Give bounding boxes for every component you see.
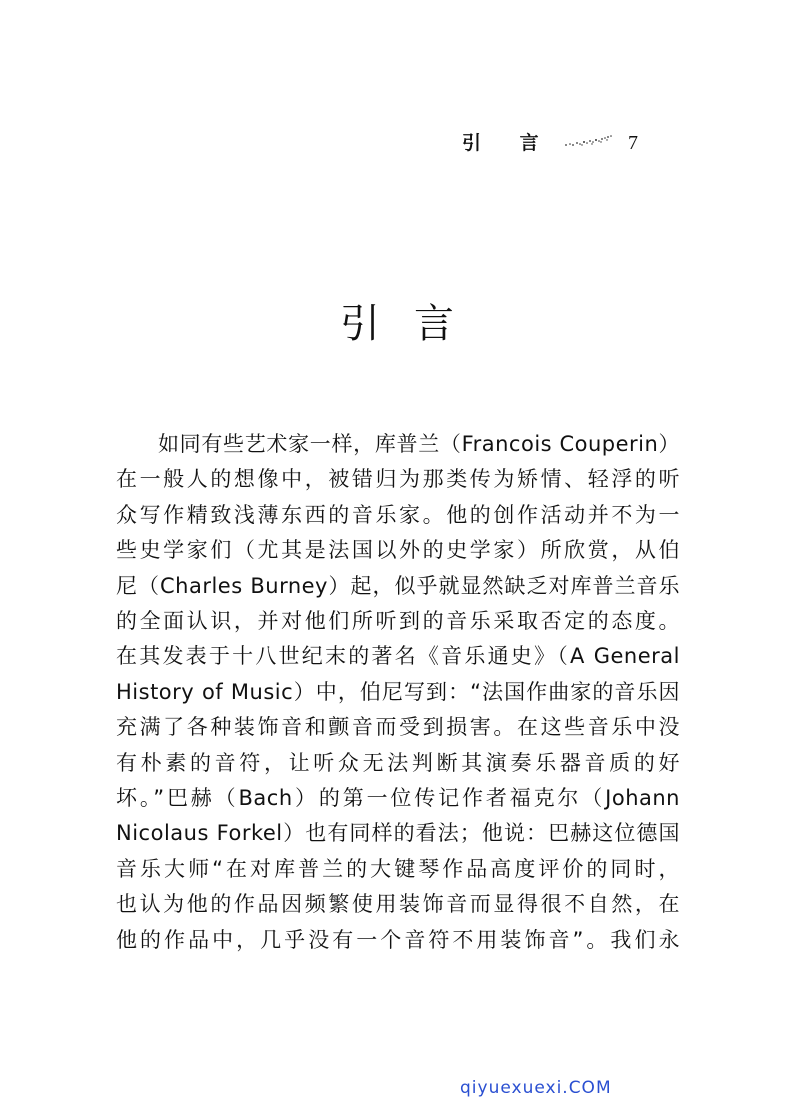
- text-line: 坏。”巴赫（Bach）的第一位传记作者福克尔（Johann: [116, 786, 680, 811]
- text-line: 充满了各种装饰音和颤音而受到损害。在这些音乐中没: [116, 715, 680, 740]
- text-line: 的全面认识，并对他们所听到的音乐采取否定的态度。: [116, 609, 680, 634]
- text-line: 有朴素的音符，让听众无法判断其演奏乐器音质的好: [116, 750, 680, 775]
- text-line: 众写作精致浅薄东西的音乐家。他的创作活动并不为一: [116, 502, 680, 527]
- text-line: 在一般人的想像中，被错归为那类传为矫情、轻浮的听: [116, 467, 680, 492]
- header-ornament-icon: [562, 132, 616, 148]
- text-line: History of Music）中，伯尼写到：“法国作曲家的音乐因: [116, 679, 680, 704]
- chapter-title: 引言: [340, 301, 488, 347]
- running-header: [462, 130, 652, 156]
- text-line: 如同有些艺术家一样，库普兰（Francois Couperin）: [158, 432, 680, 456]
- text-line: Nicolaus Forkel）也有同样的看法；他说：巴赫这位德国: [116, 821, 680, 846]
- watermark: qiyuexuexi.COM: [460, 1078, 612, 1098]
- body-paragraph: [116, 427, 680, 958]
- text-line: 他的作品中，几乎没有一个音符不用装饰音”。我们永: [116, 927, 680, 952]
- text-line: 音乐大师“在对库普兰的大键琴作品高度评价的同时，: [116, 856, 680, 881]
- running-title: 引 言: [462, 132, 555, 154]
- text-line: 尼（Charles Burney）起，似乎就显然缺乏对库普兰音乐: [116, 573, 680, 598]
- text-line: 也认为他的作品因频繁使用装饰音而显得很不自然，在: [116, 892, 680, 917]
- page-number: 7: [628, 132, 638, 154]
- text-line: 些史学家们（尤其是法国以外的史学家）所欣赏，从伯: [116, 538, 680, 563]
- text-line: 在其发表于十八世纪末的著名《音乐通史》（A General: [116, 644, 680, 669]
